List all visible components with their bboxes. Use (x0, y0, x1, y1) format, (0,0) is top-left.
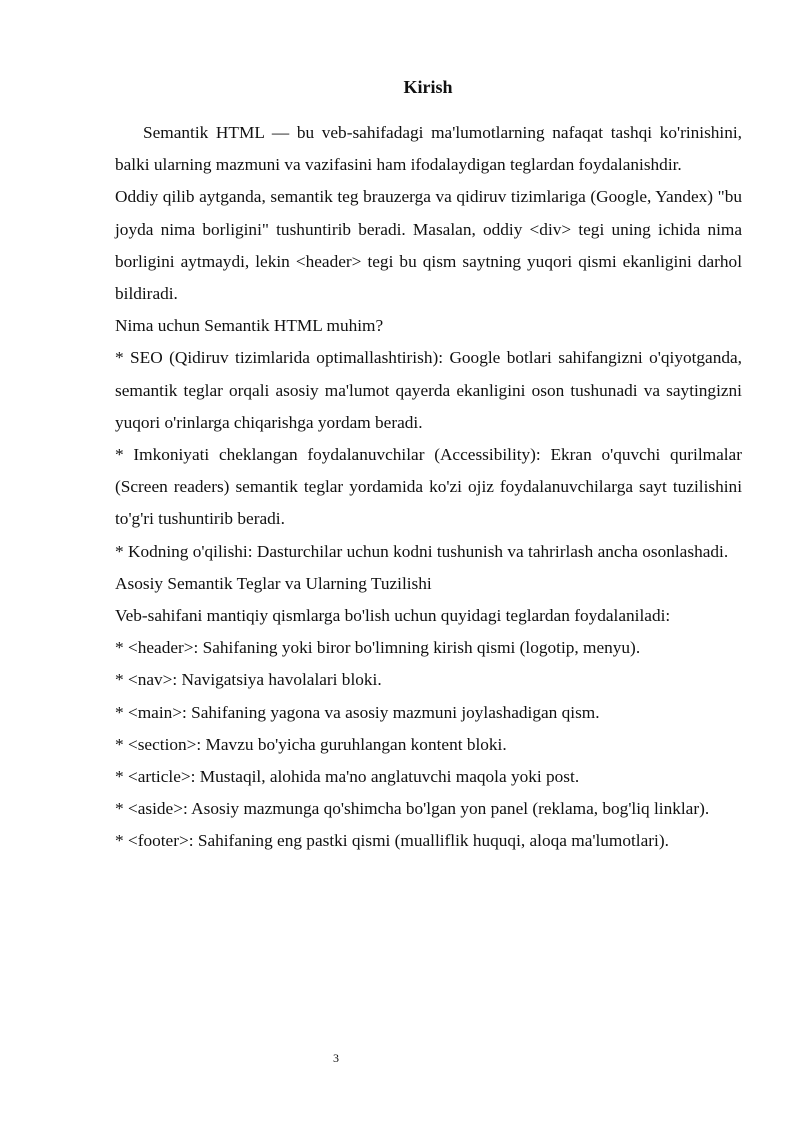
bullet-main-tag: * <main>: Sahifaning yagona va asosiy mazmuni joylashadigan qism. (115, 702, 600, 722)
bullet-section-tag: * <section>: Mavzu bo'yicha guruhlangan kontent bloki. (115, 734, 507, 754)
bullet-aside-tag: * <aside>: Asosiy mazmunga qo'shimcha bo'lgan yon panel (reklama, bog'liq linklar). (115, 799, 710, 819)
page-title: Kirish (403, 77, 453, 97)
document-body (115, 117, 742, 858)
page-number: 3 (333, 1051, 339, 1065)
intro-paragraph: Semantik HTML — bu veb-sahifadagi ma'lumotlarning nafaqat tashqi ko'rinishini, balki ularning mazmuni va vazifasini ham ifodalaydigan teglardan foydalanishdir. (115, 123, 742, 175)
bullet-article-tag: * <article>: Mustaqil, alohida ma'no anglatuvchi maqola yoki post. (115, 767, 580, 787)
bullet-nav-tag: * <nav>: Navigatsiya havolalari bloki. (115, 670, 382, 690)
section-heading-importance: Nima uchun Semantik HTML muhim? (115, 316, 384, 336)
definition-paragraph: Oddiy qilib aytganda, semantik teg brauzerga va qidiruv tizimlariga (Google, Yandex) "bu joyda nima borligini" tushuntirib beradi. Masalan, oddiy <div> tegi uning ichida nima borligini aytmaydi, lekin <header> tegi bu qism saytning yuqori qismi ekanligini darhol bildiradi. (115, 187, 742, 304)
bullet-header-tag: * <header>: Sahifaning yoki biror bo'limning kirish qismi (logotip, menyu). (115, 638, 641, 658)
bullet-accessibility: * Imkoniyati cheklangan foydalanuvchilar (Accessibility): Ekran o'quvchi qurilmalar (Screen readers) semantik teglar yordamida ko'zi ojiz foydalanuvchilarga sayt tuzilishini to'g'ri tushuntirib beradi. (115, 445, 742, 529)
section-heading-tags: Asosiy Semantik Teglar va Ularning Tuzilishi (115, 573, 432, 593)
bullet-readability: * Kodning o'qilishi: Dasturchilar uchun kodni tushunish va tahrirlash ancha osonlashadi. (115, 541, 729, 561)
tags-intro-paragraph: Veb-sahifani mantiqiy qismlarga bo'lish uchun quyidagi teglardan foydalaniladi: (115, 606, 671, 626)
bullet-seo: * SEO (Qidiruv tizimlarida optimallashtirish): Google botlari sahifangizni o'qiyotganda, semantik teglar orqali asosiy ma'lumot qayerda ekanligini oson tushunadi va saytingizni yuqori o'rinlarga chiqarishga yordam beradi. (115, 348, 742, 432)
bullet-footer-tag: * <footer>: Sahifaning eng pastki qismi (mualliflik huquqi, aloqa ma'lumotlari). (115, 831, 669, 851)
